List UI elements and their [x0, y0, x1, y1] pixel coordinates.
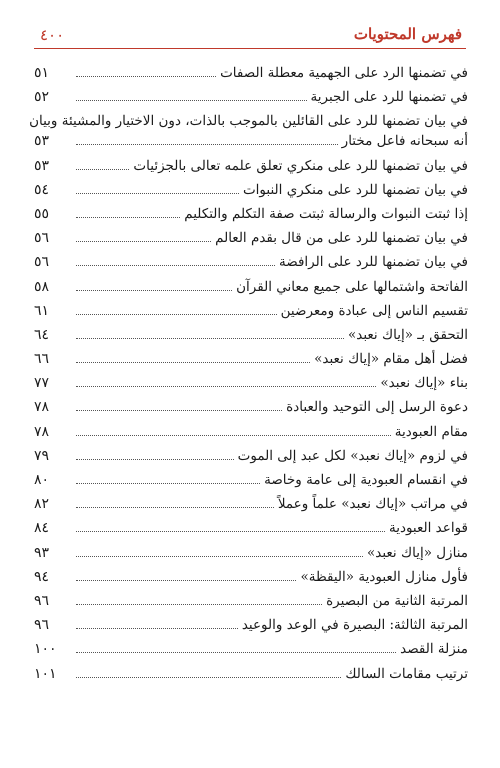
toc-entry-page: ٩٣ [34, 544, 50, 561]
toc-entry [34, 416, 468, 440]
toc-entry-title: دعوة الرسل إلى التوحيد والعبادة [286, 399, 468, 416]
dot-leader [76, 362, 310, 363]
toc-entry-title: في بيان تضمنها للرد على القائلين بالموجب بالذات، دون الاختيار والمشيئة وبيان [29, 113, 468, 130]
toc-entry-title: مقام العبودية [394, 423, 468, 440]
toc-entry-page: ٧٨ [34, 423, 50, 440]
toc-entry-title: ترتيب مقامات السالك [345, 665, 468, 682]
toc-entry [34, 175, 468, 199]
toc-entry-page: ٥٦ [34, 254, 50, 271]
dot-leader [76, 386, 376, 387]
toc-entry-title: تقسيم الناس إلى عبادة ومعرضين [280, 302, 468, 319]
dot-leader [76, 290, 232, 291]
toc-entry [34, 82, 468, 106]
toc-entry [34, 150, 468, 174]
toc-entry-page: ٧٨ [34, 399, 50, 416]
toc-entry [34, 320, 468, 344]
toc-entry-page: ٧٧ [34, 375, 50, 392]
page-header [34, 22, 466, 49]
toc-entry-title: في بيان تضمنها للرد على منكري تعلق علمه تعالى بالجزئيات [133, 157, 468, 174]
toc-entry-line [34, 132, 468, 150]
toc-entry [34, 58, 468, 82]
dot-leader [76, 144, 338, 145]
toc-entry-title: في انقسام العبودية إلى عامة وخاصة [264, 472, 468, 488]
toc-entry-page: ٥٣ [34, 157, 50, 174]
table-of-contents [29, 58, 468, 683]
toc-entry-title: المرتبة الثالثة: البصيرة في الوعد والوعيد [241, 617, 468, 634]
dot-leader [76, 652, 396, 653]
toc-entry [34, 465, 468, 489]
toc-entry-page: ٥٢ [34, 89, 50, 106]
toc-entry [34, 610, 468, 634]
toc-entry-title: في بيان تضمنها للرد على من قال بقدم العالم [215, 230, 468, 247]
toc-entry-page: ٥٨ [34, 278, 50, 295]
toc-entry [34, 247, 468, 271]
dot-leader [76, 507, 274, 508]
dot-leader [76, 677, 341, 678]
toc-entry-title: الفاتحة واشتمالها على جميع معاني القرآن [236, 278, 468, 295]
toc-entry-page: ٦٦ [34, 351, 50, 368]
toc-entry [29, 106, 468, 150]
toc-entry-page: ١٠١ [34, 665, 57, 682]
toc-entry [34, 441, 468, 465]
toc-entry-page: ٧٩ [34, 447, 50, 464]
toc-entry-title: منزلة القصد [400, 641, 468, 658]
toc-entry-title: فأول منازل العبودية «اليقظة» [300, 568, 468, 585]
toc-entry [34, 223, 468, 247]
toc-entry-title: قواعد العبودية [388, 520, 468, 537]
dot-leader [76, 459, 234, 460]
toc-entry-title: المرتبة الثانية من البصيرة [326, 592, 468, 609]
toc-entry-title: بناء «إياك نعبد» [380, 375, 468, 392]
toc-entry-page: ٩٦ [34, 592, 50, 609]
toc-entry [34, 562, 468, 586]
toc-entry [34, 634, 468, 658]
dot-leader [76, 435, 391, 436]
dot-leader [76, 604, 322, 605]
toc-entry [34, 537, 468, 561]
toc-entry-title: في تضمنها للرد على الجبرية [310, 89, 468, 106]
dot-leader [76, 265, 275, 266]
toc-entry [34, 586, 468, 610]
toc-entry-title: التحقق بـ «إياك نعبد» [347, 326, 468, 343]
toc-entry [34, 271, 468, 295]
toc-entry [34, 368, 468, 392]
toc-entry-page: ١٠٠ [34, 641, 57, 658]
toc-entry [34, 296, 468, 320]
page-number: ٤٠٠ [40, 26, 65, 44]
toc-entry-title: إذا ثبتت النبوات والرسالة ثبتت صفة التكلم والتكليم [184, 205, 468, 222]
dot-leader [76, 76, 216, 77]
toc-entry-page: ٥٣ [34, 133, 50, 150]
toc-entry-page: ٨٢ [34, 496, 50, 513]
dot-leader [76, 241, 211, 242]
dot-leader [76, 410, 282, 411]
toc-entry-title: منازل «إياك نعبد» [366, 544, 468, 561]
toc-entry-title-continued: أنه سبحانه فاعل مختار [341, 133, 468, 150]
toc-entry [34, 658, 468, 682]
toc-entry-title: في بيان تضمنها للرد على منكري النبوات [242, 181, 468, 198]
dot-leader [76, 628, 238, 629]
dot-leader [76, 169, 129, 170]
toc-entry-page: ٥٤ [34, 181, 50, 198]
toc-entry-page: ٦٤ [34, 326, 50, 343]
dot-leader [76, 217, 180, 218]
toc-entry-title: في مراتب «إياك نعبد» علماً وعملاً [277, 496, 468, 513]
toc-entry-title: فضل أهل مقام «إياك نعبد» [314, 351, 468, 368]
toc-entry [34, 392, 468, 416]
dot-leader [76, 531, 385, 532]
dot-leader [76, 314, 277, 315]
running-title: فهرس المحتويات [353, 25, 462, 43]
toc-entry-page: ٨٤ [34, 520, 50, 537]
toc-entry [34, 489, 468, 513]
toc-entry-page: ٦١ [34, 302, 50, 319]
toc-entry-page: ٥١ [34, 65, 50, 82]
dot-leader [76, 338, 344, 339]
toc-entry [34, 513, 468, 537]
toc-entry-page: ٩٦ [34, 617, 50, 634]
toc-entry-title: في تضمنها الرد على الجهمية معطلة الصفات [220, 65, 468, 82]
toc-entry [34, 199, 468, 223]
dot-leader [76, 193, 239, 194]
toc-entry-page: ٥٥ [34, 205, 50, 222]
toc-entry-title: في بيان تضمنها للرد على الرافضة [279, 254, 468, 271]
dot-leader [76, 556, 363, 557]
toc-entry [34, 344, 468, 368]
dot-leader [76, 580, 296, 581]
dot-leader [76, 100, 307, 101]
toc-entry-page: ٩٤ [34, 568, 50, 585]
toc-entry-page: ٨٠ [34, 472, 50, 488]
toc-entry-page: ٥٦ [34, 230, 50, 247]
toc-entry-title: في لزوم «إياك نعبد» لكل عبد إلى الموت [237, 447, 468, 464]
dot-leader [76, 483, 260, 484]
